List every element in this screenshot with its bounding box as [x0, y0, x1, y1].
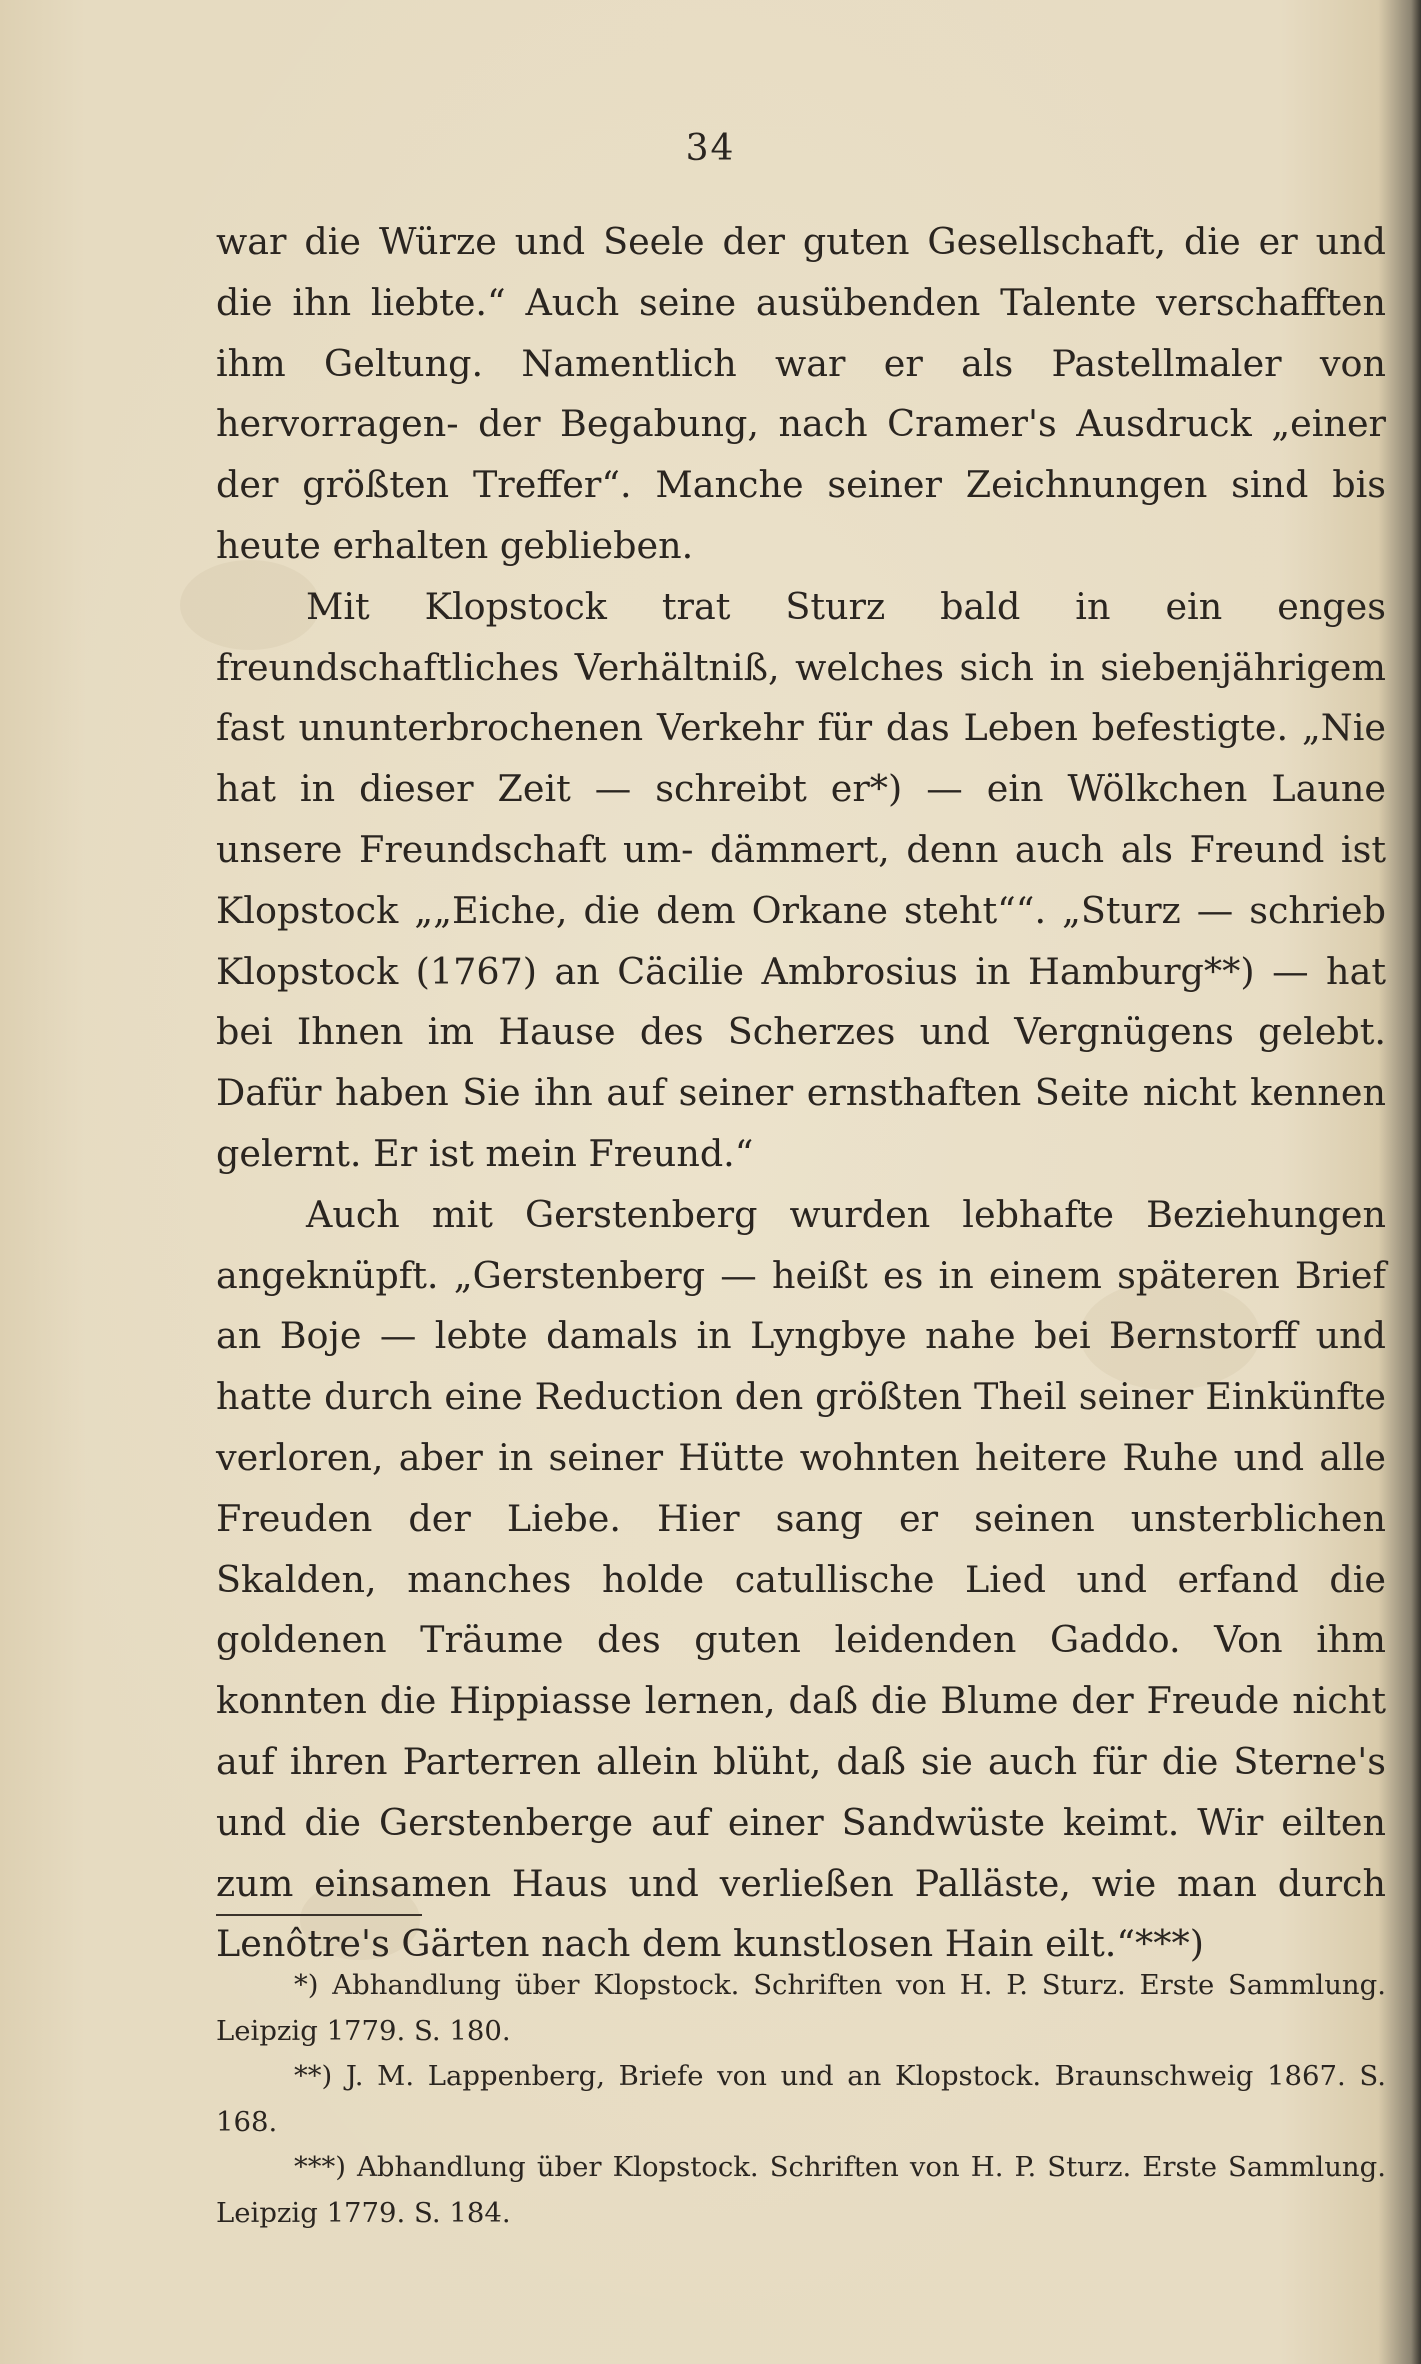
main-text [216, 212, 1386, 1975]
footnotes [216, 1963, 1386, 2236]
footnote: *) Abhandlung über Klopstock. Schriften von H. P. Sturz. Erste Sammlung. Leipzig 1779. S. 180. [216, 1969, 1386, 2047]
footnote: ***) Abhandlung über Klopstock. Schriften von H. P. Sturz. Erste Sammlung. Leipzig 1779. S. 184. [216, 2151, 1386, 2229]
paragraph: Auch mit Gerstenberg wurden lebhafte Beziehungen angeknüpft. „Gerstenberg — heißt es in einem späteren Brief an Boje — lebte damals in Lyngbye nahe bei Bernstorff und hatte durch eine Reduction den größten Theil seiner Einkünfte verloren, aber in seiner Hütte wohnten heitere Ruhe und alle Freuden der Liebe. Hier sang er seinen unsterblichen Skalden, manches holde catullische Lied und erfand die goldenen Träume des guten leidenden Gaddo. Von ihm konnten die Hippiasse lernen, daß die Blume der Freude nicht auf ihren Parterren allein blüht, daß sie auch für die Sterne's und die Gerstenberge auf einer Sandwüste keimt. Wir eilten zum einsamen Haus und verließen Palläste, wie man durch Lenôtre's Gärten nach dem kunstlosen Hain eilt.“***) [216, 1192, 1386, 1966]
footnote-divider [216, 1914, 422, 1916]
page-number: 34 [685, 128, 736, 169]
paragraph: Mit Klopstock trat Sturz bald in ein enges freundschaftliches Verhältniß, welches sich in siebenjährigem fast ununterbrochenen Verkehr für das Leben befestigte. „Nie hat in dieser Zeit — schreibt er*) — ein Wölkchen Laune unsere Freundschaft um- dämmert, denn auch als Freund ist Klopstock „„Eiche, die dem Orkane steht““. „Sturz — schrieb Klopstock (1767) an Cäcilie Ambrosius in Hamburg**) — hat bei Ihnen im Hause des Scherzes und Vergnügens gelebt. Dafür haben Sie ihn auf seiner ernsthaften Seite nicht kennen gelernt. Er ist mein Freund.“ [216, 584, 1386, 1175]
footnote: **) J. M. Lappenberg, Briefe von und an Klopstock. Braunschweig 1867. S. 168. [216, 2060, 1386, 2138]
paragraph: war die Würze und Seele der guten Gesellschaft, die er und die ihn liebte.“ Auch seine ausübenden Talente verschafften ihm Geltung. Namentlich war er als Pastellmaler von hervorragen- der Begabung, nach Cramer's Ausdruck „einer der größten Treffer“. Manche seiner Zeichnungen sind bis heute erhalten geblieben. [216, 220, 1386, 567]
